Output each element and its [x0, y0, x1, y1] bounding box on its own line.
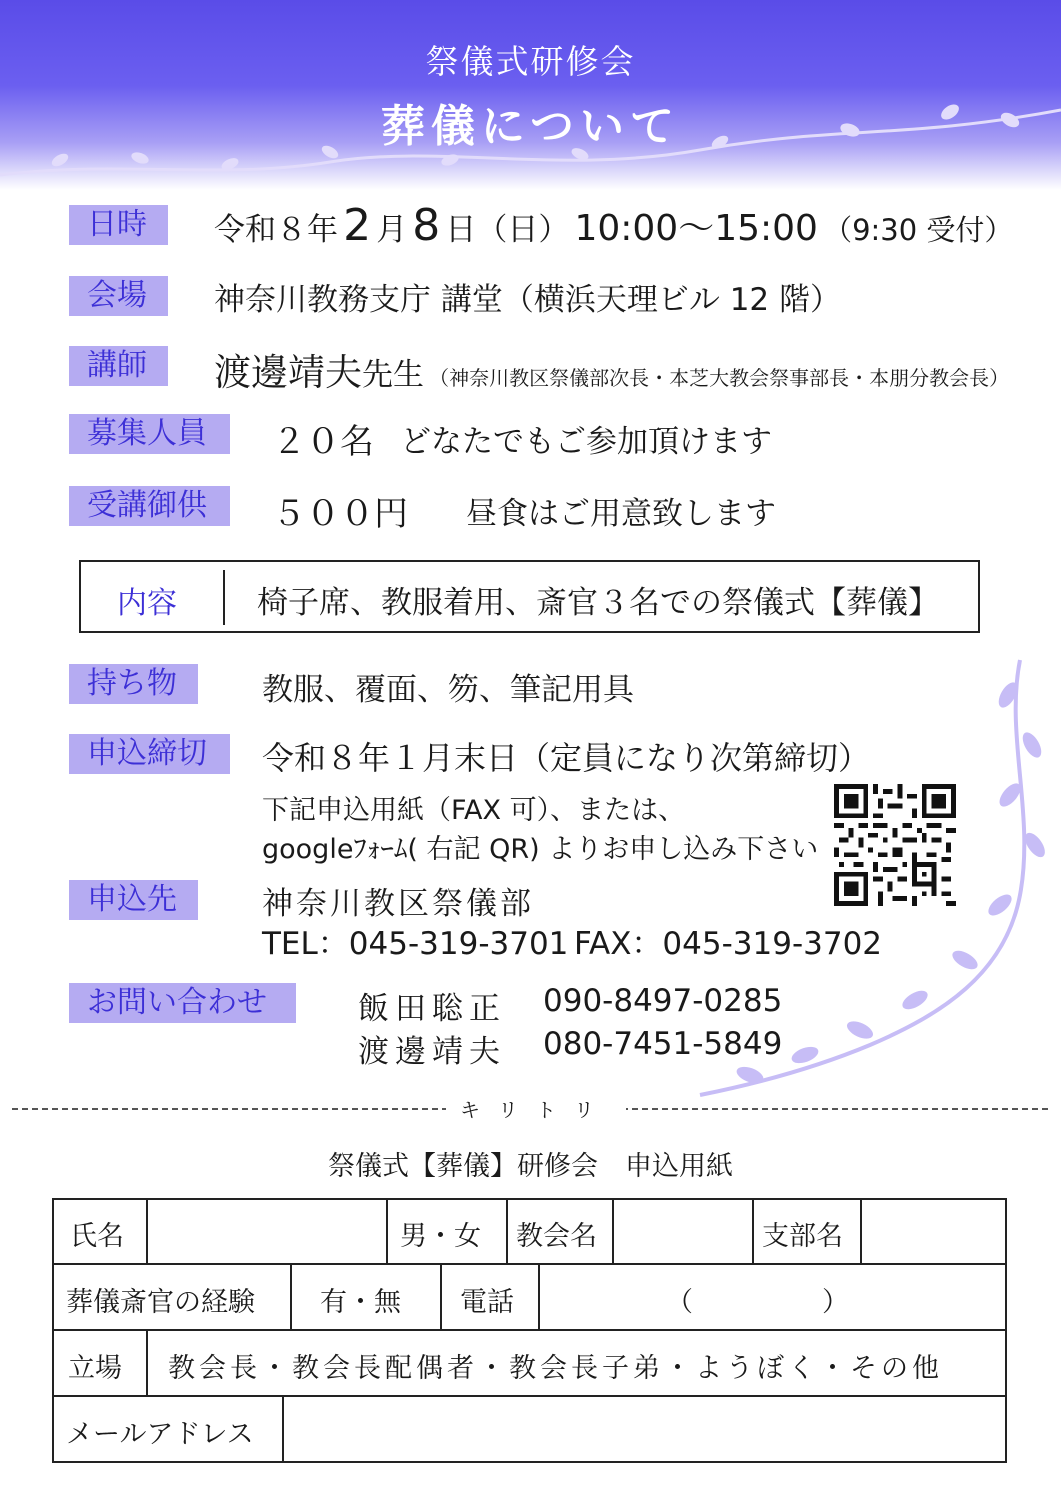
inquiry-phone-1: 090-8497-0285: [543, 983, 783, 1019]
date-era: 令和８年: [214, 212, 338, 248]
label-venue: 会場: [69, 276, 168, 316]
form-col-divider: [386, 1200, 388, 1263]
form-church-label: 教会名: [516, 1221, 597, 1252]
date-day-unit: 日（日）: [445, 212, 570, 248]
form-email-label: メールアドレス: [66, 1419, 254, 1450]
label-lecturer: 講師: [69, 346, 168, 386]
form-col-divider: [860, 1200, 862, 1263]
inquiry-phone-2: 080-7451-5849: [543, 1026, 783, 1062]
form-col-divider: [146, 1329, 148, 1395]
lecturer-honorific: 先生: [362, 357, 424, 393]
date-time: 10:00〜15:00: [574, 208, 818, 249]
form-row-divider: [54, 1263, 1005, 1265]
lecturer-name: 渡邊靖夫: [214, 351, 362, 394]
date-value: [214, 200, 1013, 251]
label-items: 持ち物: [69, 664, 198, 704]
lecturer-value: [214, 342, 1009, 396]
header-subtitle: 祭儀式研修会: [425, 42, 636, 81]
form-church-field[interactable]: [616, 1202, 750, 1261]
form-phone-field[interactable]: [694, 1266, 824, 1326]
form-col-divider: [538, 1263, 540, 1329]
venue-value: 神奈川教務支庁 講堂（横浜天理ビル 12 階）: [214, 282, 842, 318]
form-row-divider: [54, 1329, 1005, 1331]
form-col-divider: [612, 1200, 614, 1263]
label-fee: 受講御供: [69, 486, 230, 526]
header-title: 葬儀について: [380, 101, 681, 152]
fee-note: 昼食はご用意致します: [466, 496, 776, 532]
form-branch-label: 支部名: [762, 1221, 843, 1252]
header-banner: [0, 0, 1061, 190]
apply-to-tel: TEL：045-319-3701: [262, 926, 569, 962]
form-gender-options[interactable]: 男・女: [400, 1221, 481, 1252]
date-day: 8: [412, 200, 441, 251]
form-name-field[interactable]: [150, 1202, 384, 1261]
label-deadline: 申込締切: [69, 734, 230, 774]
inquiry-name-2: 渡邊靖夫: [358, 1034, 506, 1070]
lecturer-title: （神奈川教区祭儀部次長・本芝大教会祭事部長・本朋分教会長）: [429, 366, 1010, 390]
label-capacity: 募集人員: [69, 414, 230, 454]
form-col-divider: [290, 1263, 292, 1329]
form-experience-options[interactable]: 有・無: [320, 1287, 401, 1318]
form-col-divider: [146, 1200, 148, 1263]
apply-to-org: 神奈川教区祭儀部: [262, 886, 534, 922]
form-phone-label: 電話: [460, 1287, 514, 1318]
label-date: 日時: [69, 205, 168, 245]
form-phone-paren-open: （: [666, 1287, 693, 1318]
date-reception: （9:30 受付）: [823, 213, 1014, 247]
capacity-value: ２０名: [272, 422, 374, 462]
label-inquiry: お問い合わせ: [69, 983, 296, 1023]
label-content: 内容: [117, 586, 177, 621]
label-apply-to: 申込先: [69, 880, 198, 920]
content-value: 椅子席、教服着用、斎官３名での祭儀式【葬儀】: [257, 585, 939, 621]
form-col-divider: [440, 1263, 442, 1329]
form-phone-paren-close: ）: [822, 1287, 849, 1318]
capacity-note: どなたでもご参加頂けます: [400, 424, 772, 460]
deadline-method-line1: 下記申込用紙（FAX 可）、または、: [262, 795, 686, 826]
inquiry-name-1: 飯田聡正: [358, 991, 506, 1027]
form-experience-label: 葬儀斎官の経験: [66, 1287, 255, 1318]
form-col-divider: [506, 1200, 508, 1263]
deadline-method-line2: googleﾌｫｰﾑ( 右記 QR) よりお申し込み下さい: [262, 834, 819, 865]
apply-to-fax: FAX：045-319-3702: [574, 926, 883, 962]
form-col-divider: [752, 1200, 754, 1263]
deadline-value: 令和８年１月末日（定員になり次第締切）: [262, 739, 871, 777]
date-month-unit: 月: [376, 212, 408, 248]
content-separator: [223, 570, 225, 625]
content-box: [79, 560, 980, 633]
form-email-field[interactable]: [286, 1397, 1002, 1459]
application-form-table: [52, 1198, 1007, 1463]
qr-code-icon[interactable]: [834, 784, 956, 906]
fee-value: ５００円: [272, 494, 408, 534]
form-branch-field[interactable]: [864, 1202, 1002, 1261]
form-title: 祭儀式【葬儀】研修会 申込用紙: [328, 1151, 733, 1182]
items-value: 教服、覆面、笏、筆記用具: [262, 672, 634, 708]
form-col-divider: [282, 1395, 284, 1461]
cut-line-label: キリトリ: [446, 1094, 626, 1123]
form-position-label: 立場: [68, 1353, 122, 1384]
form-position-options[interactable]: 教会長・教会長配偶者・教会長子弟・ようぼく・その他: [168, 1353, 943, 1384]
date-month: 2: [343, 200, 372, 251]
form-name-label: 氏名: [70, 1221, 124, 1252]
